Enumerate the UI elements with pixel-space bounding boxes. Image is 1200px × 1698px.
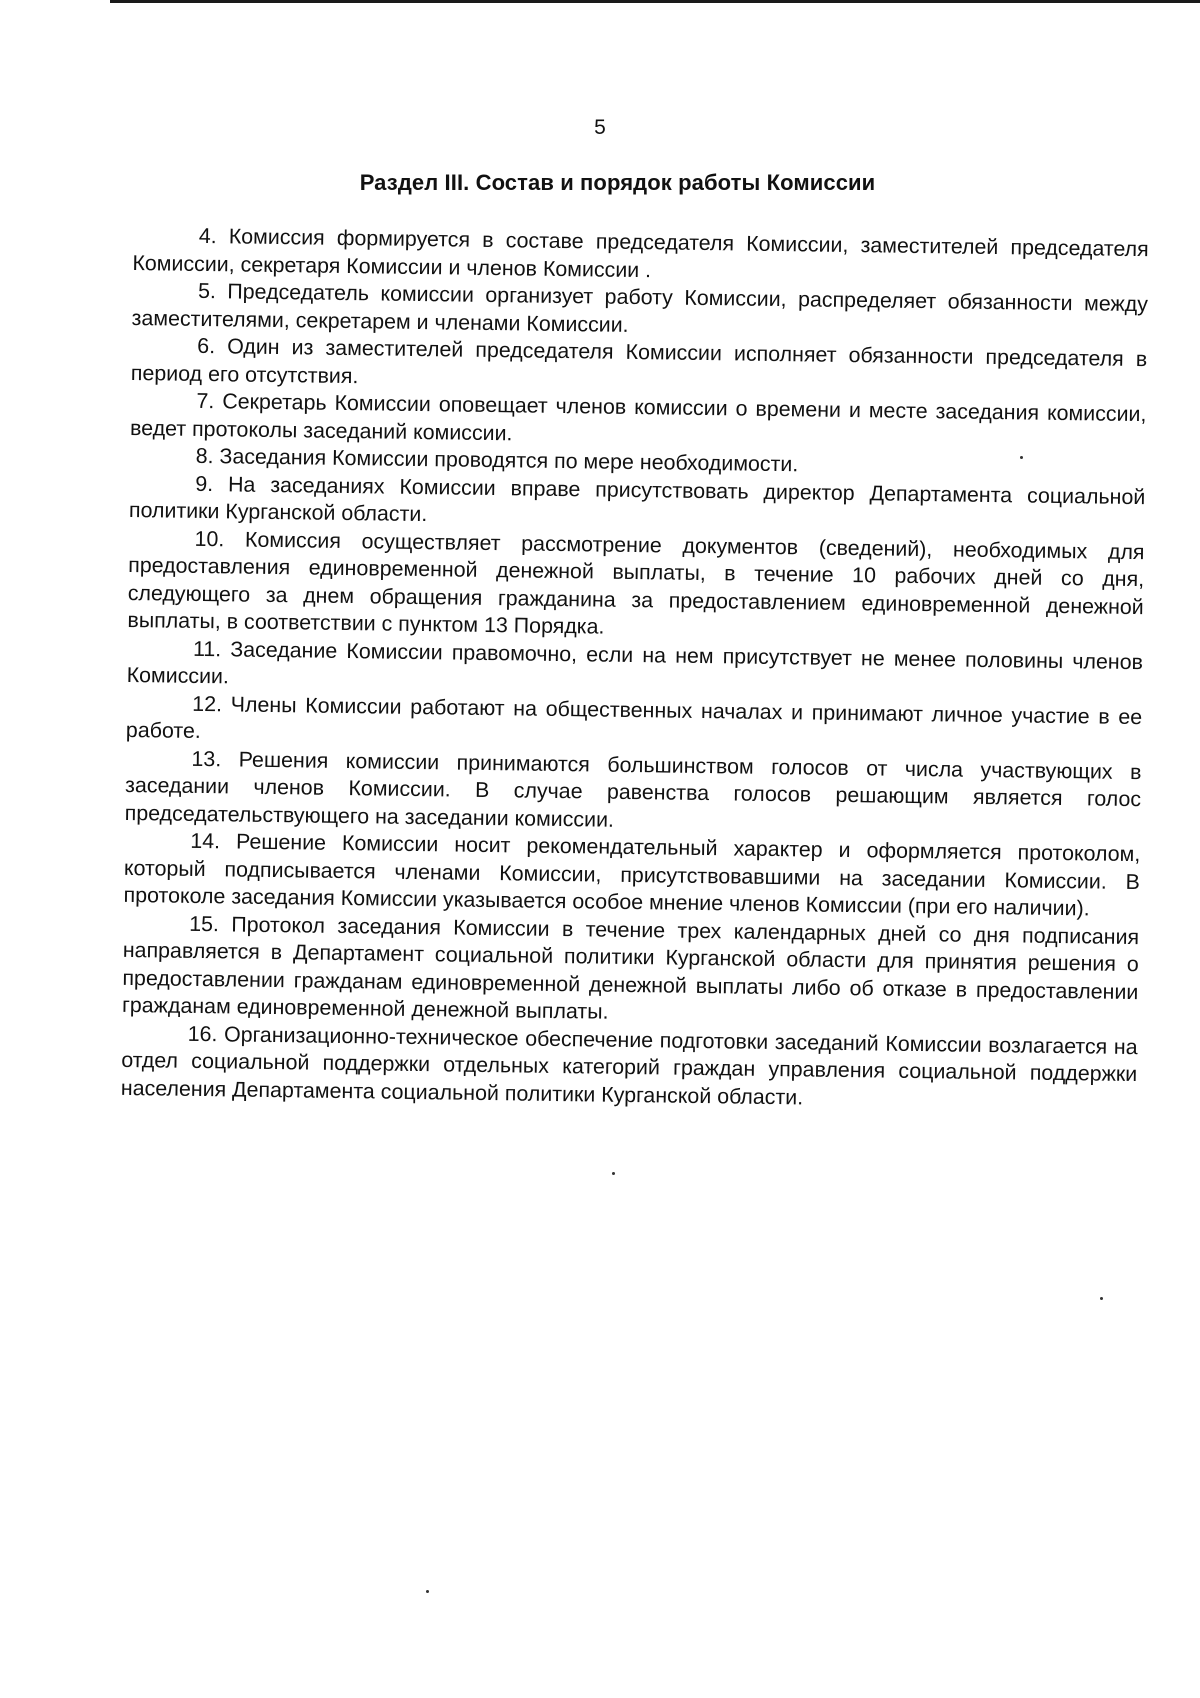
paragraph-5: 5. Председатель комиссии организует работу Комиссии, распределяет обязанности между заместителями, секретарем и членами Комиссии. [131,278,1149,337]
scan-speck [1020,456,1023,459]
paragraph-14: 14. Решение Комиссии носит рекомендательный характер и оформляется протоколом, который подписывается членами Комиссии, присутствовавшими на заседании Комиссии. В протоколе заседания Комиссии указывается особое мнение членов Комиссии (при его наличии). [123,828,1141,921]
paragraph-12: 12. Члены Комиссии работают на общественных началах и принимают личное участие в ее работе. [125,691,1143,743]
paragraph-15: 15. Протокол заседания Комиссии в течение трех календарных дней со дня подписания направляется в Департамент социальной политики Курганской области для принятия решения о предоставлении гражданам единовременной денежной выплаты либо об отказе в предоставлении гражданам единовременной денежной выплаты. [121,911,1140,1024]
scan-speck [426,1590,429,1593]
scan-speck [1100,1297,1103,1300]
paragraph-6: 6. Один из заместителей председателя Комиссии исполняет обязанности председателя в период его отсутствия. [130,333,1148,388]
scan-speck [612,1172,615,1175]
scan-top-edge [110,0,1200,3]
page-number: 5 [594,116,606,139]
section-title: Раздел III. Состав и порядок работы Комиссии [359,170,876,195]
paragraph-8: 8. Заседания Комиссии проводятся по мере необходимости. [195,443,799,477]
paragraph-11: 11. Заседание Комиссии правомочно, если на нем присутствует не менее половины членов Комиссии. [126,636,1144,689]
document-body [121,222,1149,1116]
paragraph-4: 4. Комиссия формируется в составе председателя Комиссии, заместителей председателя Комиссии, секретаря Комиссии и членов Комиссии . [132,223,1149,282]
paragraph-10: 10. Комиссия осуществляет рассмотрение документов (сведений), необходимых для предоставления единовременной денежной выплаты, в течение 10 рабочих дней со дня, следующего за днем обращения гражданина за предоставлением единовременной денежной выплаты, в соответствии с пунктом 13 Порядка. [127,526,1145,639]
paragraph-7: 7. Секретарь Комиссии оповещает членов комиссии о времени и месте заседания комиссии, ведет протоколы заседаний комиссии. [129,388,1147,445]
paragraph-13: 13. Решения комиссии принимаются большинством голосов от числа участвующих в заседании членов Комиссии. В случае равенства голосов решающим является голос председательствующего на заседании комиссии. [124,746,1142,832]
paragraph-16: 16. Организационно-техническое обеспечение подготовки заседаний Комиссии возлагается на отдел социальной поддержки отдельных категорий граждан управления социальной поддержки населения Департамента социальной политики Курганской области. [120,1021,1138,1109]
paragraph-9: 9. На заседаниях Комиссии вправе присутствовать директор Департамента социальной политики Курганской области. [128,471,1146,527]
